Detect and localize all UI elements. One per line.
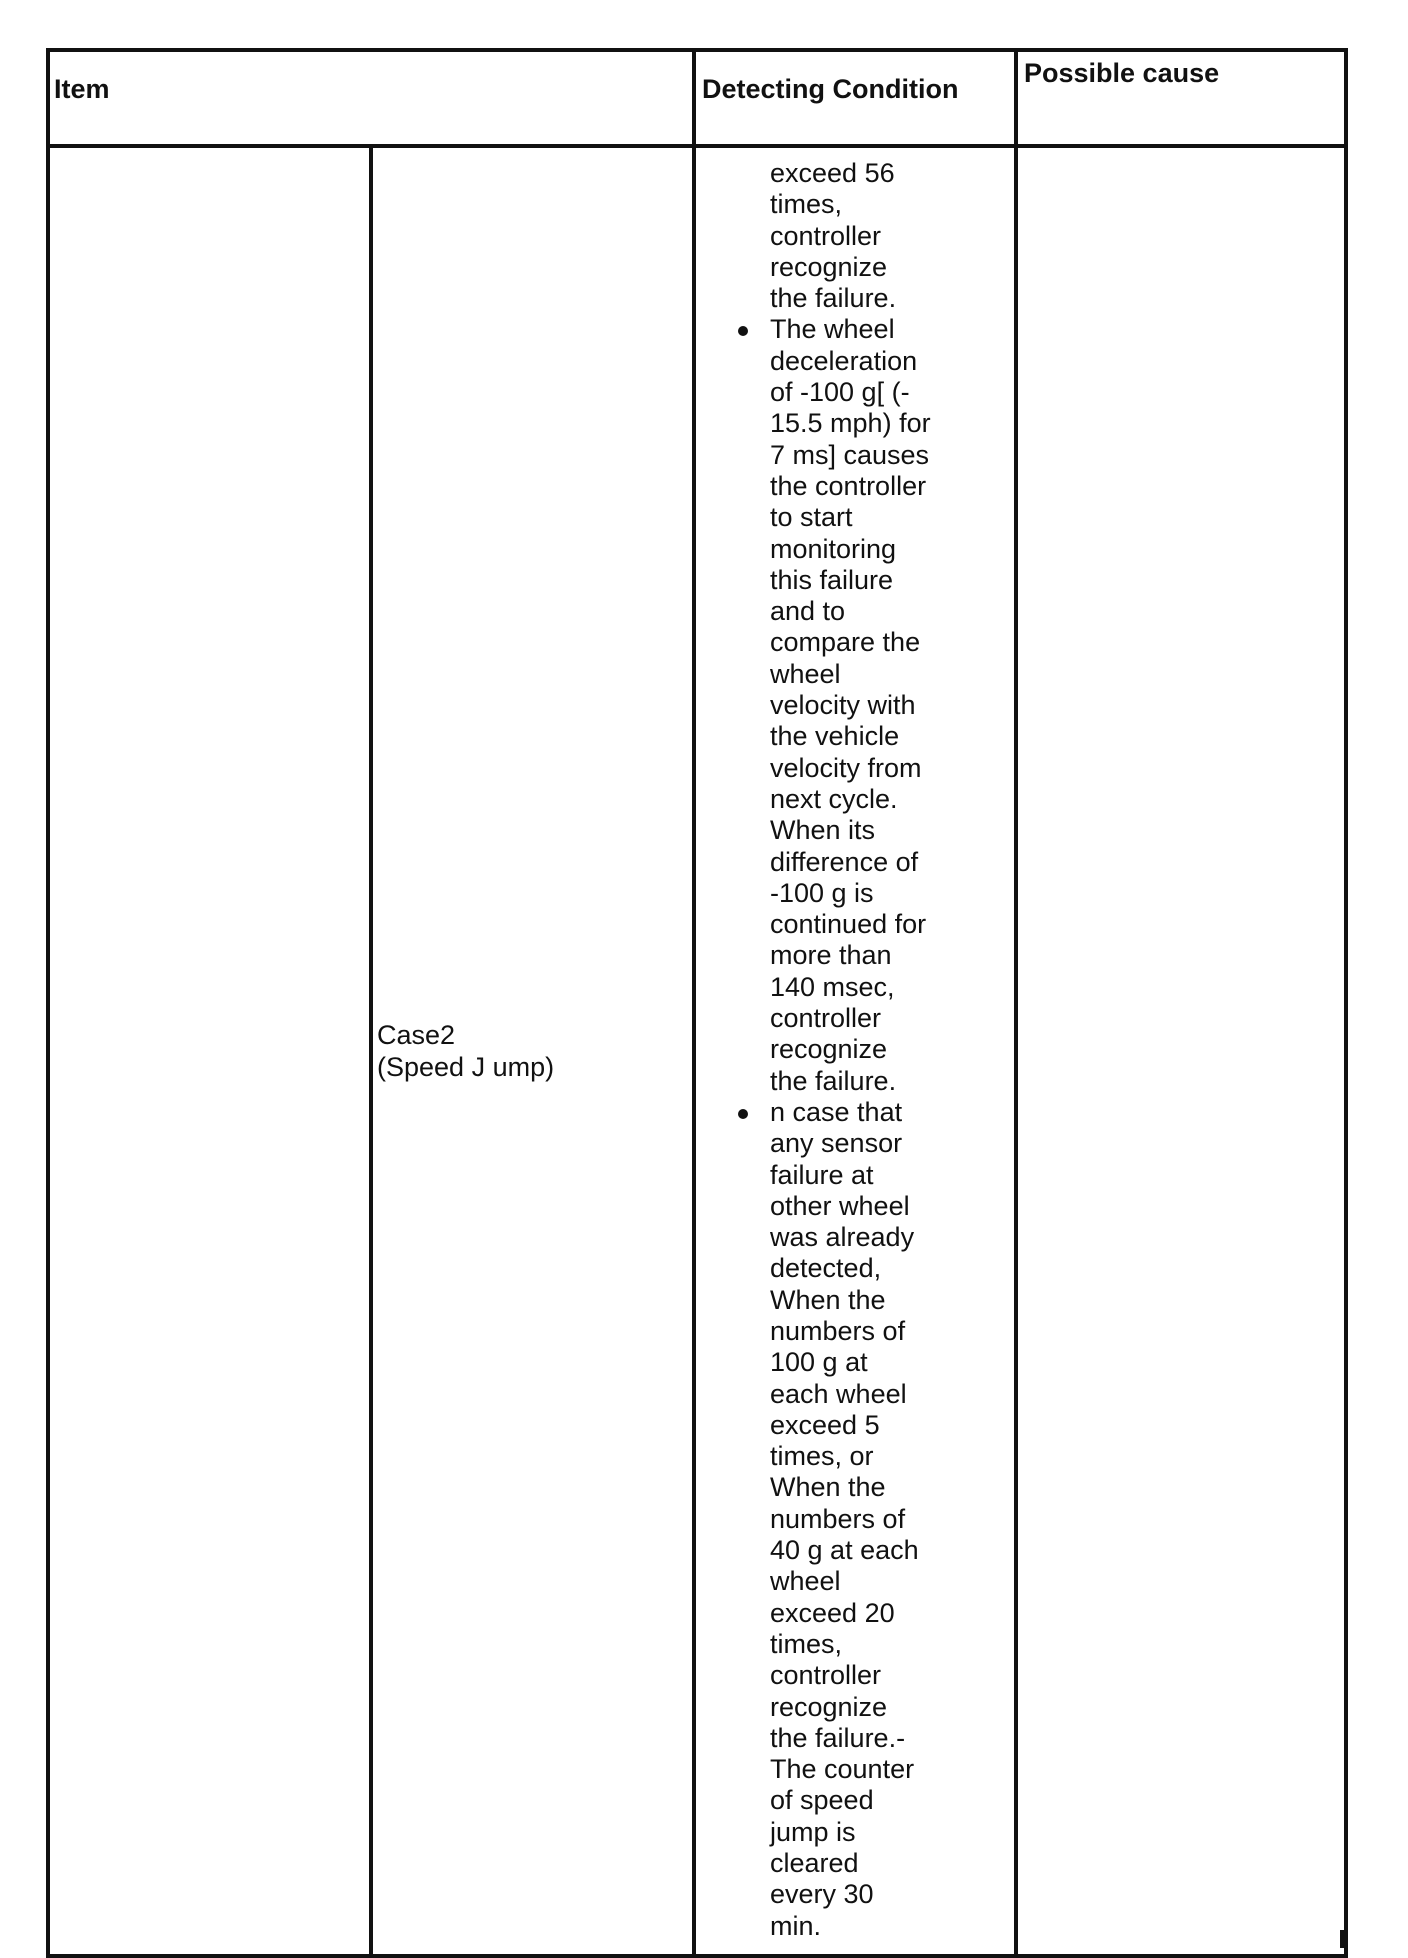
table-row bbox=[48, 146, 1346, 1956]
bullet-text-1: The wheel deceleration of -100 g[ (- 15.5 mph) for 7 ms] causes the controller to start monitoring this failure and to compare the wheel velocity with the vehicle velocity from next cycle. When its difference of -100 g is continued for more than 140 msec, controller recognize the failure. bbox=[770, 314, 931, 1096]
table-header-row bbox=[48, 50, 1346, 146]
bullet-icon bbox=[738, 1109, 748, 1119]
item-category-cell bbox=[48, 146, 371, 1956]
diagnostic-table bbox=[46, 48, 1348, 1958]
item-case-cell bbox=[371, 146, 694, 1956]
list-item bbox=[696, 1097, 1014, 1942]
case-subtitle: (Speed J ump) bbox=[377, 1052, 555, 1082]
detecting-condition-cell bbox=[694, 146, 1016, 1956]
bullet-icon bbox=[738, 326, 748, 336]
table-continuation-line-left bbox=[46, 1930, 50, 1948]
header-possible-cause: Possible cause bbox=[1016, 50, 1346, 146]
bullet-text-2: n case that any sensor failure at other wheel was already detected, When the numbers of 100 g at each wheel exceed 5 times, or When the numbers of 40 g at each wheel exceed 20 times, controller recognize the failure.- The counter of speed jump is cleared every 30 min. bbox=[770, 1096, 919, 1941]
list-item bbox=[696, 314, 1014, 1096]
condition-bullet-list bbox=[696, 314, 1014, 1941]
header-item: Item bbox=[48, 50, 694, 146]
case-title: Case2 bbox=[377, 1020, 456, 1050]
condition-continuation-text: exceed 56 times, controller recognize the failure. bbox=[770, 158, 897, 314]
table-continuation-line-right bbox=[1340, 1930, 1344, 1948]
possible-cause-cell bbox=[1016, 146, 1346, 1956]
header-detecting-condition: Detecting Condition bbox=[694, 50, 1016, 146]
